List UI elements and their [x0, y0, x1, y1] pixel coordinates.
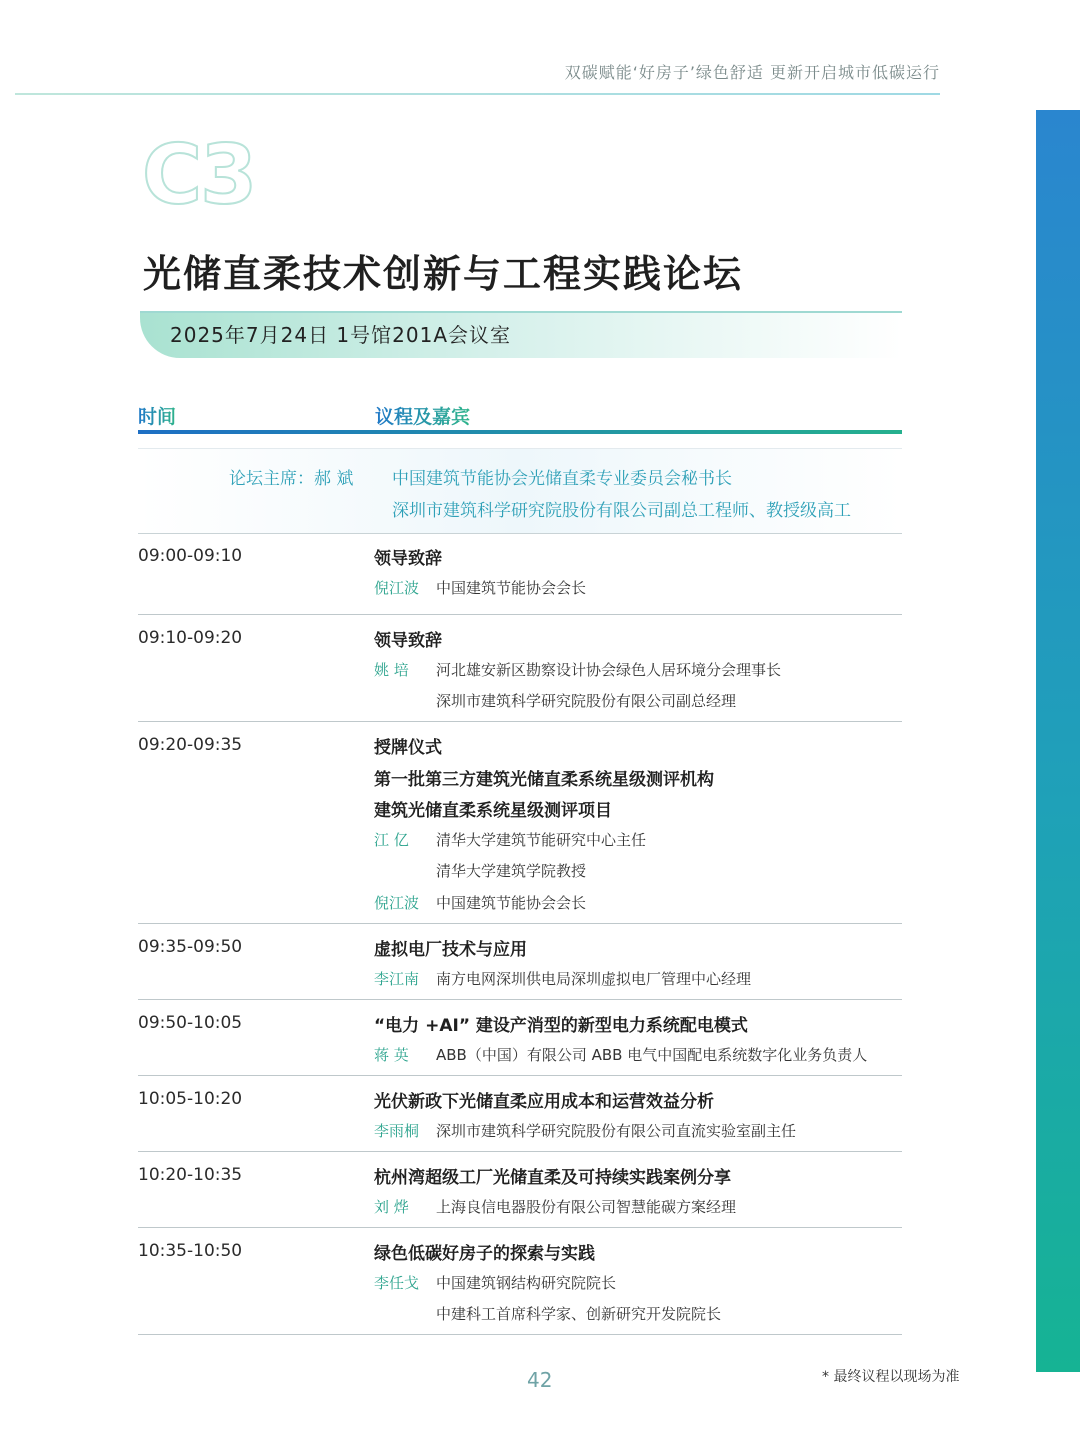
- speaker-role: 清华大学建筑学院教授: [436, 862, 587, 880]
- forum-title: 光储直柔技术创新与工程实践论坛: [143, 252, 744, 296]
- agenda-row: [138, 1076, 902, 1152]
- agenda-row: [138, 722, 902, 924]
- header-tagline: 双碳赋能‘好房子’绿色舒适 更新开启城市低碳运行: [564, 63, 940, 82]
- date-location-text: 2025年7月24日 1号馆201A会议室: [170, 323, 512, 347]
- agenda-time: 10:35-10:50: [138, 1241, 243, 1261]
- agenda-topic: 建筑光储直柔系统星级测评项目: [374, 801, 612, 821]
- agenda-topic: 第一批第三方建筑光储直柔系统星级测评机构: [374, 769, 714, 790]
- date-location-bar: [140, 311, 902, 358]
- speaker-name: 李任戈: [374, 1273, 420, 1292]
- speaker-line: [374, 577, 586, 598]
- speaker-line: [374, 659, 781, 680]
- agenda-row: [138, 533, 902, 615]
- speaker-role: 上海良信电器股份有限公司智慧能碳方案经理: [436, 1197, 737, 1216]
- speaker-name: 李雨桐: [374, 1121, 420, 1140]
- agenda-topic: 领导致辞: [374, 549, 442, 569]
- speaker-line: [374, 1272, 616, 1293]
- speaker-line: [374, 829, 646, 850]
- speaker-line: [374, 1196, 736, 1217]
- agenda-time: 10:20-10:35: [138, 1165, 243, 1185]
- speaker-name: 江 亿: [374, 830, 409, 849]
- forum-code: C3: [142, 128, 256, 223]
- agenda-topic: “电力 +AI” 建设产消型的新型电力系统配电模式: [374, 1016, 748, 1036]
- agenda-topic: 领导致辞: [374, 631, 442, 651]
- agenda-row: [138, 924, 902, 1000]
- agenda-topic: 绿色低碳好房子的探索与实践: [374, 1244, 595, 1264]
- speaker-role: 南方电网深圳供电局深圳虚拟电厂管理中心经理: [436, 969, 752, 988]
- column-header-agenda: 议程及嘉宾: [375, 402, 470, 429]
- speaker-line: [374, 892, 586, 913]
- speaker-line: [374, 1044, 867, 1065]
- speaker-role: 中国建筑节能协会会长: [436, 578, 587, 597]
- agenda-topic: 杭州湾超级工厂光储直柔及可持续实践案例分享: [374, 1168, 731, 1188]
- speaker-role: 中建科工首席科学家、创新研究开发院院长: [436, 1305, 722, 1323]
- speaker-name: 倪江波: [374, 578, 420, 597]
- speaker-name: 倪江波: [374, 893, 420, 912]
- speaker-role: ABB（中国）有限公司 ABB 电气中国配电系统数字化业务负责人: [436, 1045, 868, 1064]
- footnote: * 最终议程以现场为准: [822, 1369, 960, 1385]
- agenda-topic: 虚拟电厂技术与应用: [374, 940, 527, 960]
- agenda-topic: 光伏新政下光储直柔应用成本和运营效益分析: [374, 1092, 714, 1112]
- side-color-bar: [1036, 110, 1080, 1372]
- speaker-role: 中国建筑钢结构研究院院长: [436, 1273, 617, 1292]
- speaker-role: 中国建筑节能协会会长: [436, 893, 587, 912]
- chair-role-2: 深圳市建筑科学研究院股份有限公司副总工程师、教授级高工: [392, 501, 851, 521]
- agenda-time: 09:35-09:50: [138, 937, 243, 957]
- chair-role-1: 中国建筑节能协会光储直柔专业委员会秘书长: [392, 469, 732, 489]
- agenda-time: 10:05-10:20: [138, 1089, 243, 1109]
- speaker-role: 深圳市建筑科学研究院股份有限公司直流实验室副主任: [436, 1121, 797, 1140]
- speaker-line: [374, 968, 751, 989]
- speaker-line: [374, 1120, 796, 1141]
- header-divider: [15, 93, 940, 95]
- speaker-name: 李江南: [374, 969, 420, 988]
- agenda-row: [138, 1000, 902, 1076]
- column-header-divider: [138, 430, 902, 434]
- agenda-topic: 授牌仪式: [374, 738, 442, 758]
- agenda-time: 09:00-09:10: [138, 546, 243, 566]
- agenda-time: 09:10-09:20: [138, 628, 243, 648]
- speaker-name: 姚 培: [374, 660, 409, 679]
- agenda-time: 09:50-10:05: [138, 1013, 243, 1033]
- speaker-role: 河北雄安新区勘察设计协会绿色人居环境分会理事长: [436, 660, 782, 679]
- page-number: 42: [527, 1368, 553, 1392]
- speaker-name: 蒋 英: [374, 1045, 409, 1064]
- agenda-row: [138, 1152, 902, 1228]
- column-header-time: 时间: [138, 402, 176, 429]
- chair-label: 论坛主席：郝 斌: [229, 469, 354, 489]
- agenda-row: [138, 1228, 902, 1335]
- speaker-role: 清华大学建筑节能研究中心主任: [436, 830, 647, 849]
- chair-block: [138, 448, 902, 534]
- agenda-row: [138, 615, 902, 722]
- speaker-name: 刘 烨: [374, 1197, 409, 1216]
- speaker-role: 深圳市建筑科学研究院股份有限公司副总经理: [436, 692, 737, 710]
- agenda-time: 09:20-09:35: [138, 735, 243, 755]
